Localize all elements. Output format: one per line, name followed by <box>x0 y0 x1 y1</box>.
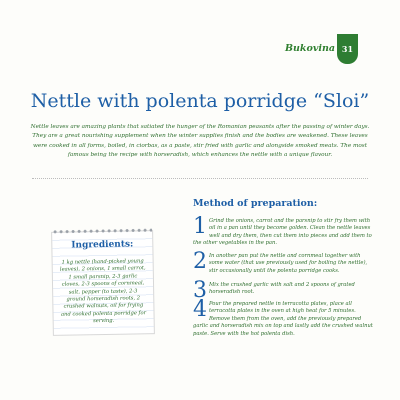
step-number: 2 <box>193 249 207 274</box>
step-text: Pour the prepared nettle in terracotta plates, place all terracotta plates in the oven at high heat for 5 minutes. Remove them from the oven, add the previously prepared garlic and horseradish mix on top and lastly add the crushed walnut paste. Serve with the hot polenta dish. <box>193 301 373 337</box>
recipe-title: Nettle with polenta porridge “Sloi” <box>30 90 370 112</box>
intro-paragraph: Nettle leaves are amazing plants that satiated the hunger of the Romanian peasants after the passing of winter days. They are a great nourishing supplement when the winter supplies finish and the bodies are weakened. These leaves were cooked in all forms, boiled, in ciorbas, as a paste, stir fried with garlic and alongside smoked meats. The most famous being the recipe with horseradish, which enhances the nettle with a unique flavour. <box>30 124 370 158</box>
method-step <box>193 214 373 248</box>
section-tab <box>285 34 358 64</box>
method-step <box>193 249 373 275</box>
dotted-divider <box>32 178 368 179</box>
step-number: 3 <box>193 278 207 303</box>
method-heading: Method of preparation: <box>193 198 318 209</box>
step-number: 4 <box>193 297 207 322</box>
ingredients-heading: Ingredients: <box>71 239 134 251</box>
notebook-spiral <box>52 227 152 235</box>
ingredients-text: 1 kg nettle (hand-picked young leaves), 2 onions, 1 small carrot, 1 small parsnip, 2-3 garlic cloves, 2-3 spoons of cornmeal, salt, pepper (to taste), 2-3 ground horseradish roots, 2 crushed walnuts, oil for frying and cooked polenta porridge for serving. <box>59 258 147 325</box>
step-text: Mix the crushed garlic with salt and 2 spoons of grated horseradish root. <box>209 282 355 296</box>
method-step <box>193 297 373 338</box>
step-text: Grind the onions, carrot and the parsnip to stir fry them with oil in a pan until they become golden. Clean the nettle leaves well and dry them, then cut them into pieces and add them to the other vegetables in the pan. <box>193 218 372 247</box>
step-text: In another pan put the nettle and cornmeal together with some water (that use previously used for boiling the nettle), stir occasionally until the polenta porridge cooks. <box>209 253 368 274</box>
method-step <box>193 278 373 303</box>
step-number: 1 <box>193 214 207 239</box>
ingredients-card <box>51 230 155 336</box>
page-number: 31 <box>337 34 358 64</box>
section-label: Bukovina <box>285 43 336 54</box>
